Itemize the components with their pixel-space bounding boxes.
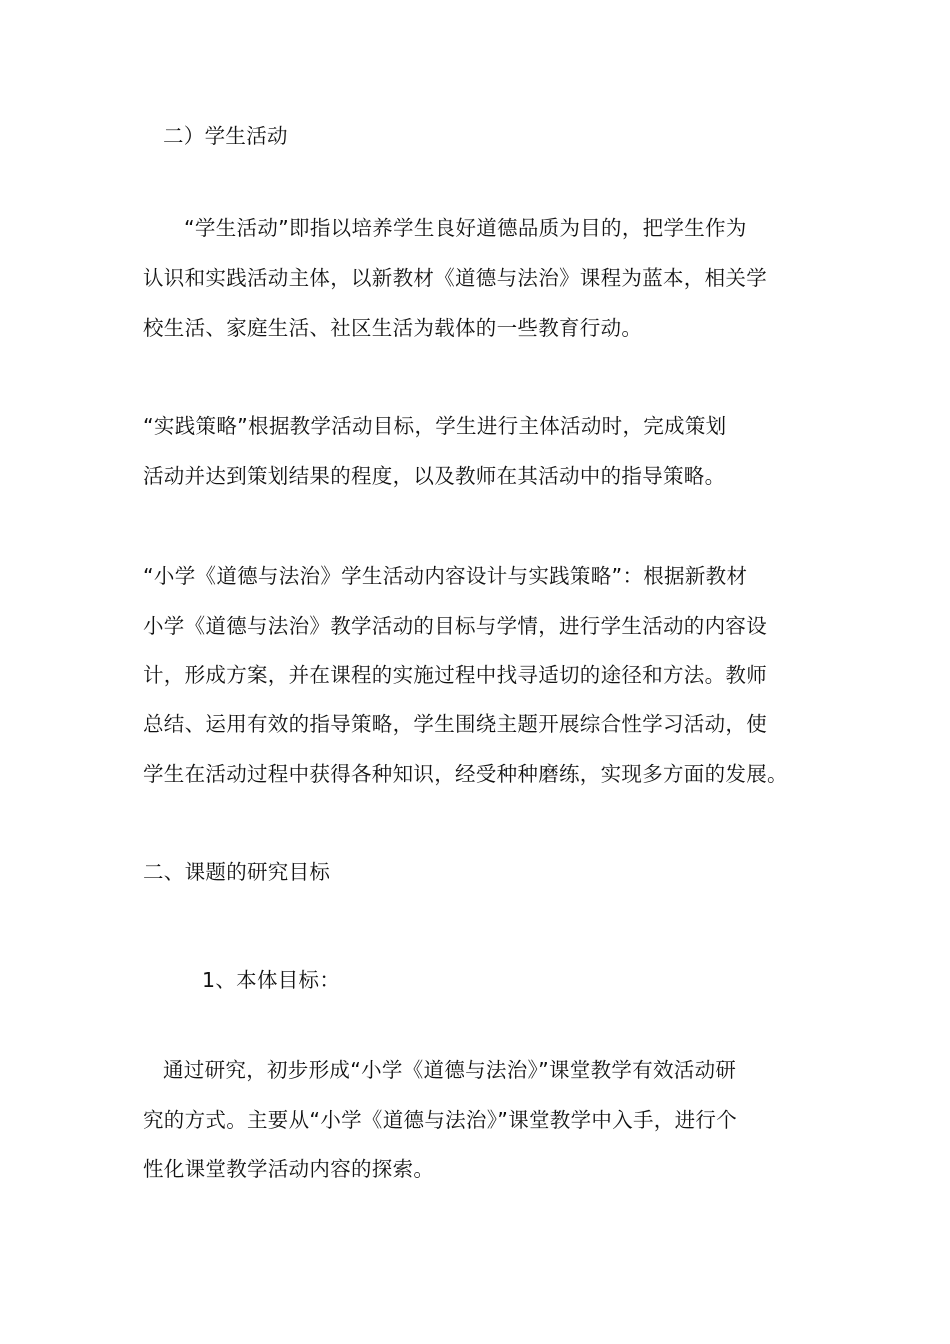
paragraph-line: 究的方式。主要从“小学《道德与法治》”课堂教学中入手，进行个: [143, 1108, 737, 1132]
section-heading-research-goals: 二、课题的研究目标: [143, 860, 331, 884]
paragraph-line: 计，形成方案，并在课程的实施过程中找寻适切的途径和方法。教师: [143, 663, 767, 687]
paragraph-line: 校生活、家庭生活、社区生活为载体的一些教育行动。: [143, 316, 643, 340]
paragraph-line: 总结、运用有效的指导策略，学生围绕主题开展综合性学习活动，使: [143, 712, 767, 736]
paragraph-line: “学生活动”即指以培养学生良好道德品质为目的，把学生作为: [184, 216, 747, 240]
paragraph-line: “小学《道德与法治》学生活动内容设计与实践策略”：根据新教材: [143, 564, 748, 588]
section-heading-student-activity: 二）学生活动: [163, 124, 288, 148]
paragraph-line: 通过研究，初步形成“小学《道德与法治》”课堂教学有效活动研: [163, 1058, 737, 1082]
paragraph-line: 活动并达到策划结果的程度，以及教师在其活动中的指导策略。: [143, 464, 726, 488]
paragraph-line: “实践策略”根据教学活动目标，学生进行主体活动时，完成策划: [143, 414, 727, 438]
subheading-core-goal: 1、本体目标：: [202, 968, 341, 992]
paragraph-line: 学生在活动过程中获得各种知识，经受种种磨练，实现多方面的发展。: [143, 762, 788, 786]
paragraph-line: 认识和实践活动主体，以新教材《道德与法治》课程为蓝本，相关学: [143, 266, 767, 290]
paragraph-line: 性化课堂教学活动内容的探索。: [143, 1157, 435, 1181]
paragraph-line: 小学《道德与法治》教学活动的目标与学情，进行学生活动的内容设: [143, 614, 767, 638]
